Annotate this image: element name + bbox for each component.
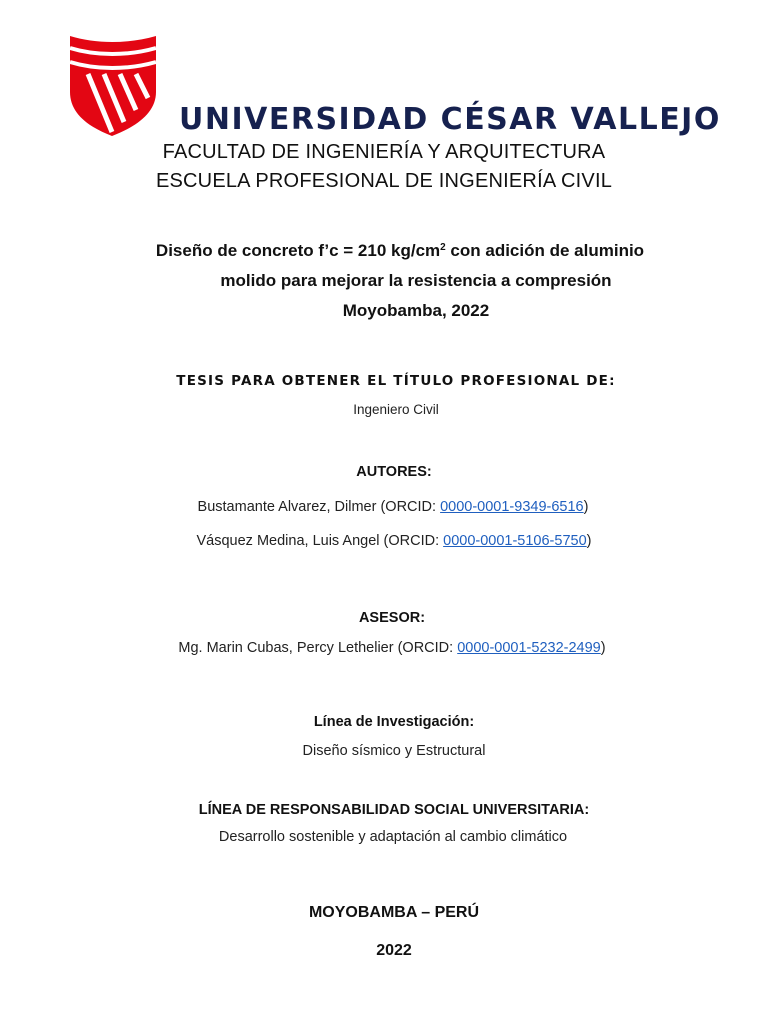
advisor [8,640,768,656]
degree-heading: TESIS PARA OBTENER EL TÍTULO PROFESIONAL DE: [176,373,616,389]
footer-year: 2022 [376,942,412,959]
advisor-name: Mg. Marin Cubas, Percy Lethelier (ORCID: [178,640,458,656]
ucv-shield-logo-icon [66,34,158,138]
thesis-title-prefix: Diseño de concreto f’c = 210 kg/cm [155,241,441,260]
authors-heading: AUTORES: [356,464,432,480]
faculty-name: FACULTAD DE INGENIERÍA Y ARQUITECTURA [162,141,606,163]
author-2-name: Vásquez Medina, Luis Angel (ORCID: [196,533,444,549]
author-2 [10,533,768,549]
author-2-orcid-link[interactable]: 0000-0001-5106-5750 [443,533,587,549]
degree-title: Ingeniero Civil [353,402,439,417]
thesis-title-suffix: con adición de aluminio [445,241,645,260]
thesis-title-superscript: 2 [440,242,446,253]
author-1-name: Bustamante Alvarez, Dilmer (ORCID: [197,499,441,515]
school-name: ESCUELA PROFESIONAL DE INGENIERÍA CIVIL [155,170,613,192]
social-line-value: Desarrollo sostenible y adaptación al cambio climático [218,829,568,845]
thesis-title-line-2: molido para mejorar la resistencia a compresión [220,271,612,290]
advisor-orcid-link[interactable]: 0000-0001-5232-2499 [457,640,601,656]
research-line-heading: Línea de Investigación: [313,714,475,730]
author-2-close: ) [586,533,592,549]
university-name: UNIVERSIDAD CÉSAR VALLEJO [179,102,721,137]
thesis-title-line-3: Moyobamba, 2022 [342,301,490,320]
advisor-heading: ASESOR: [358,610,426,626]
advisor-close: ) [600,640,606,656]
author-1 [9,499,768,515]
social-line-heading: LÍNEA DE RESPONSABILIDAD SOCIAL UNIVERSITARIA: [198,802,590,818]
thesis-title-line-1 [16,241,768,261]
research-line-value: Diseño sísmico y Estructural [302,743,486,759]
footer-place: MOYOBAMBA – PERÚ [308,904,480,921]
author-1-close: ) [583,499,589,515]
author-1-orcid-link[interactable]: 0000-0001-9349-6516 [440,499,584,515]
university-header [66,34,721,138]
